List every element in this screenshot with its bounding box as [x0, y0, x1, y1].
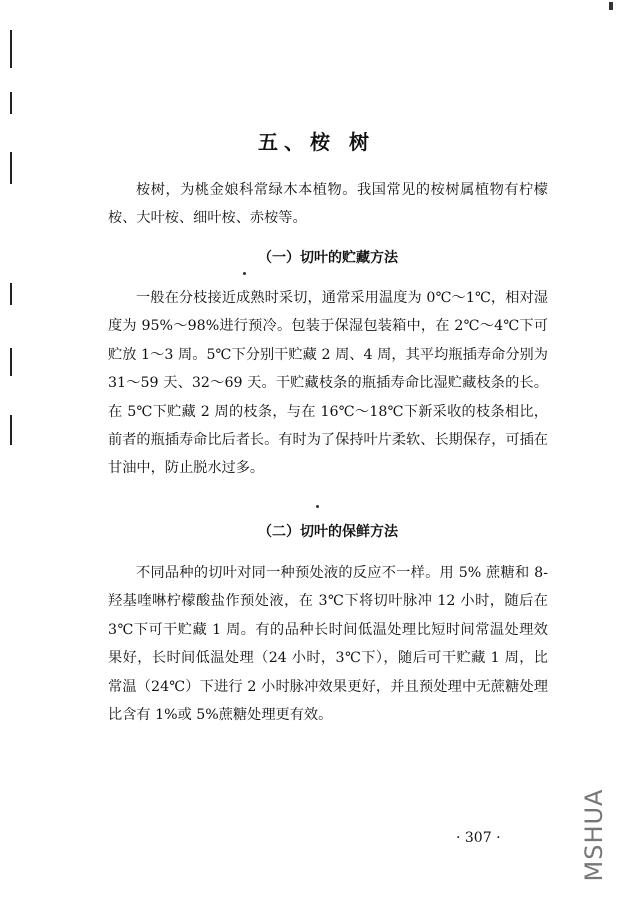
scan-edge-mark: [10, 152, 12, 184]
subsection-heading-preservation: （二）切叶的保鲜方法: [258, 524, 398, 540]
scan-edge-mark: [10, 92, 12, 114]
section-title: 五、桉 树: [258, 130, 375, 154]
watermark: [574, 785, 614, 885]
watermark-text: MSHUA: [580, 788, 608, 882]
preservation-paragraph: 不同品种的切叶对同一种预处液的反应不一样。用 5% 蔗糖和 8-羟基喹啉柠檬酸盐作预处液，在 3℃下将切叶脉冲 12 小时，随后在 3℃下可干贮藏 1 周。有的品种长时间低温处理比短时间常温处理效果好，长时间低温处理（24 小时，3℃下），随后可干贮藏 1 周，比常温（24℃）下进行 2 小时脉冲效果更好，并且预处理中无蔗糖处理比含有 1%或 5%蔗糖处理更有效。: [108, 565, 548, 724]
scan-edge-mark: [10, 283, 12, 305]
storage-paragraph: 一般在分枝接近成熟时采切，通常采用温度为 0℃～1℃，相对湿度为 95%～98%进行预冷。包装于保湿包装箱中，在 2℃～4℃下可贮放 1～3 周。5℃下分别干贮藏 2 周、4 周，其平均瓶插寿命分别为 31～59 天、32～69 天。干贮藏枝条的瓶插寿命比湿贮藏枝条的长。在 5℃下贮藏 2 周的枝条，与在 16℃～18℃下新采收的枝条相比，前者的瓶插寿命比后者长。有时为了保持叶片柔软、长期保存，可插在甘油中，防止脱水过多。: [108, 290, 548, 477]
subsection-heading-storage: （一）切叶的贮藏方法: [258, 250, 398, 266]
intro-paragraph: 桉树，为桃金娘科常绿木本植物。我国常见的桉树属植物有柠檬桉、大叶桉、细叶桉、赤桉等。: [108, 182, 548, 227]
scan-corner-mark: [609, 2, 613, 10]
scan-speck: [316, 505, 319, 508]
scan-edge-mark: [10, 348, 12, 376]
scan-edge-mark: [10, 415, 12, 445]
scan-edge-mark: [10, 30, 12, 68]
page-number: · 307 ·: [456, 830, 501, 846]
scan-speck: [243, 272, 246, 275]
